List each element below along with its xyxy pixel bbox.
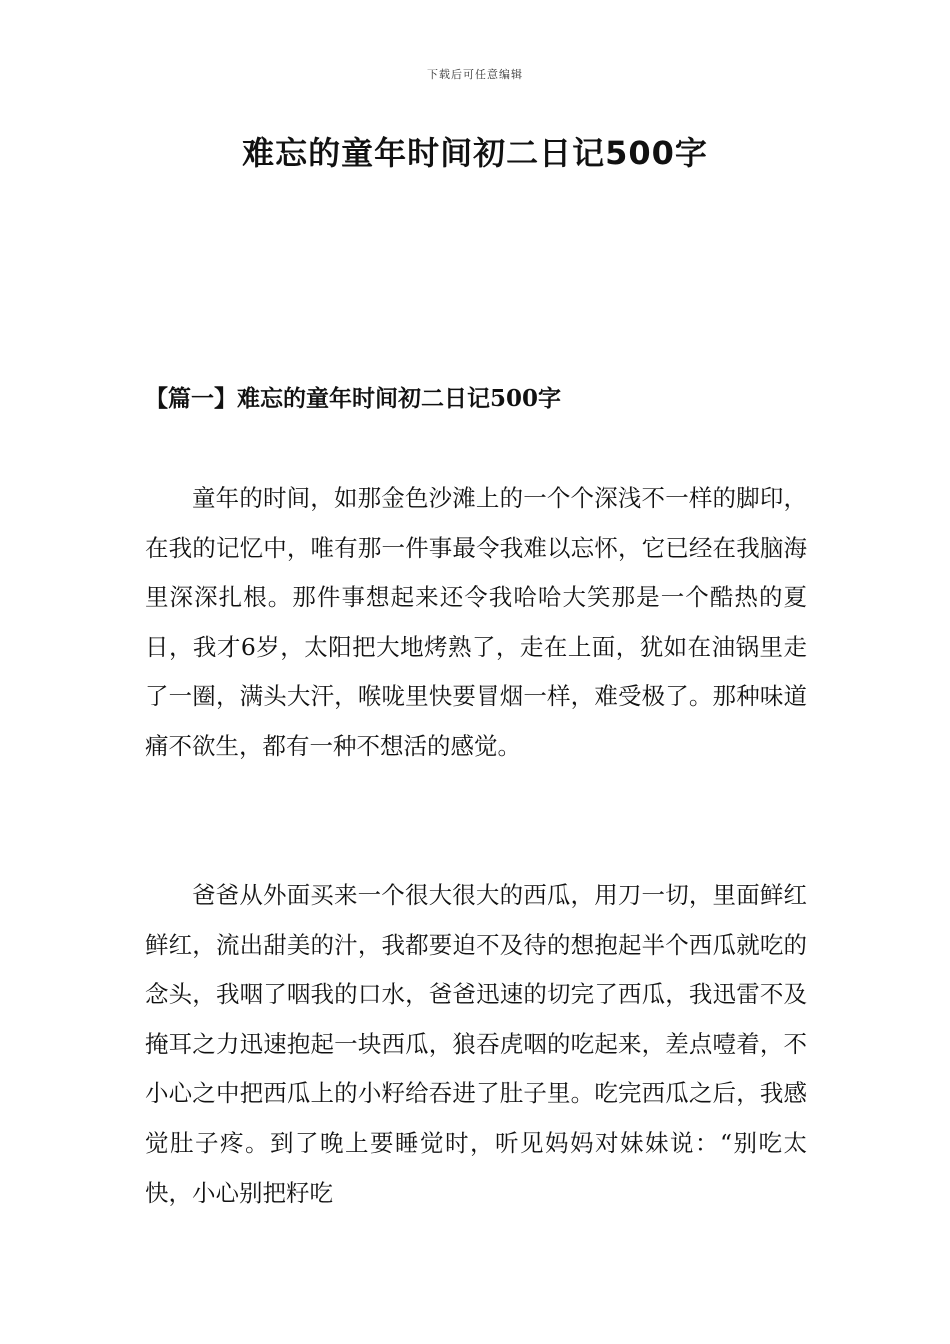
header-note: 下载后可任意编辑 — [427, 68, 523, 81]
paragraph-1: 童年的时间，如那金色沙滩上的一个个深浅不一样的脚印，在我的记忆中，唯有那一件事最令我难以忘怀，它已经在我脑海里深深扎根。那件事想起来还令我哈哈大笑那是一个酷热的夏日，我才6岁，太阳把大地烤熟了，走在上面，犹如在油锅里走了一圈，满头大汗，喉咙里快要冒烟一样，难受极了。那种味道痛不欲生，都有一种不想活的感觉。 — [145, 484, 807, 760]
section-heading: 【篇一】难忘的童年时间初二日记500字 — [145, 385, 562, 412]
paragraph-2: 爸爸从外面买来一个很大很大的西瓜，用刀一切，里面鲜红鲜红，流出甜美的汁，我都要迫不及待的想抱起半个西瓜就吃的念头，我咽了咽我的口水，爸爸迅速的切完了西瓜，我迅雷不及掩耳之力迅速抱起一块西瓜，狼吞虎咽的吃起来，差点噎着，不小心之中把西瓜上的小籽给吞进了肚子里。吃完西瓜之后，我感觉肚子疼。到了晚上要睡觉时，听见妈妈对妹妹说：“别吃太快，小心别把籽吃 — [145, 881, 807, 1207]
document-title: 难忘的童年时间初二日记500字 — [242, 134, 708, 172]
